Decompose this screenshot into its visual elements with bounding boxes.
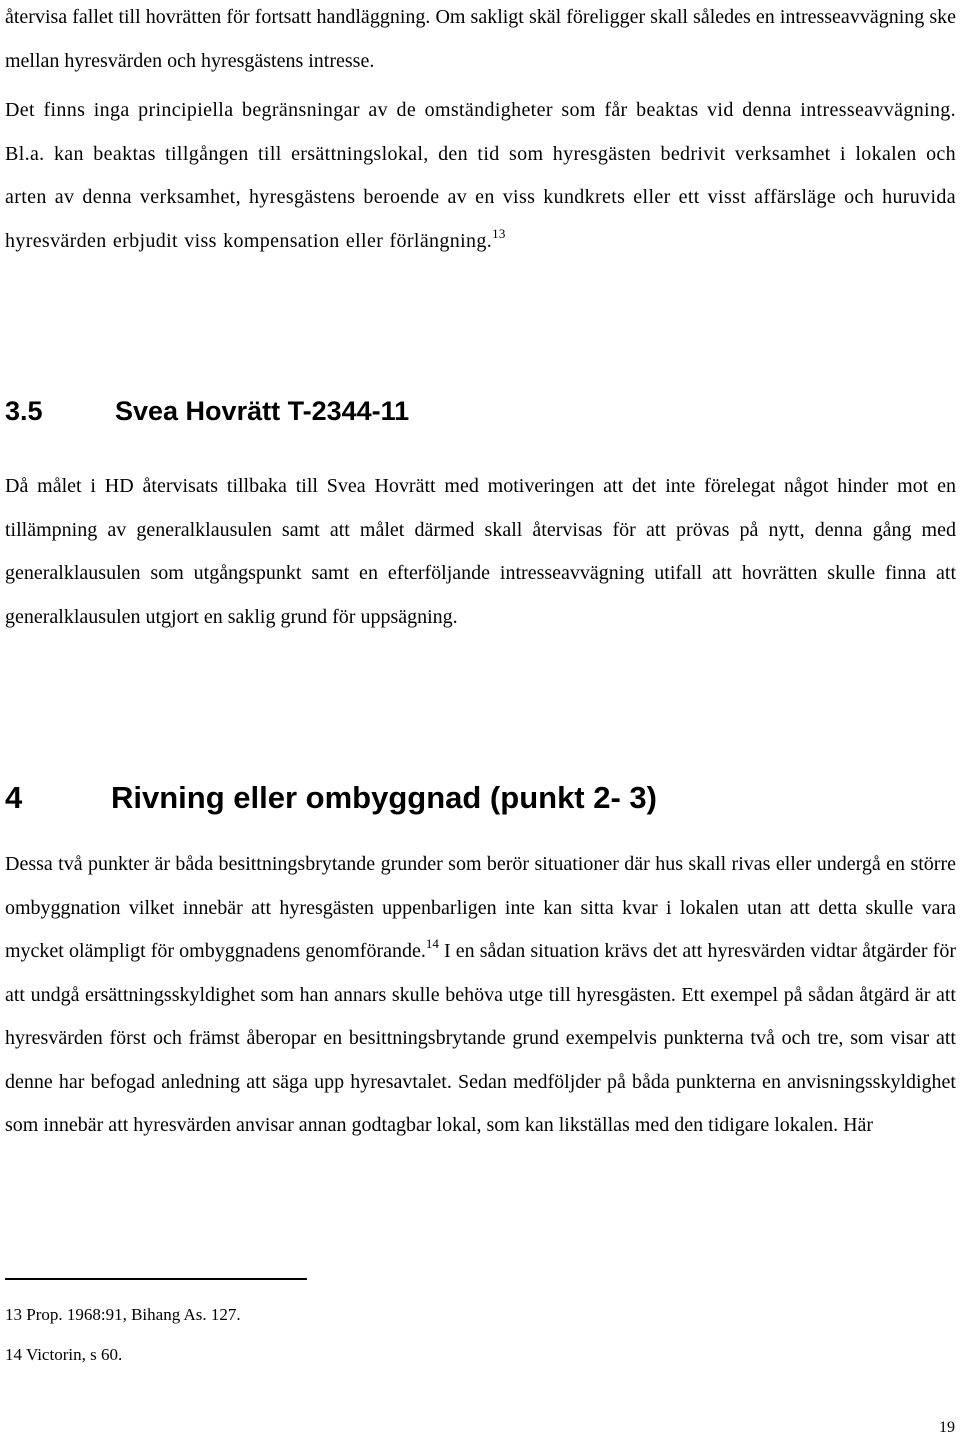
paragraph-intro [5, 0, 956, 83]
section-heading-4 [5, 775, 657, 821]
paragraph-rivning [5, 843, 956, 1148]
paragraph-intro-text: återvisa fallet till hovrätten för fortsatt handläggning. Om sakligt skäl föreligger skall således en intresseavvägning ske mellan hyresvärden och hyresgästens intresse. [5, 6, 956, 72]
footnote-ref-13: 13 [492, 225, 506, 241]
page-number: 19 [939, 1419, 955, 1436]
paragraph-intresseavvagning-text: Det finns inga principiella begränsningar av de omständigheter som får beaktas vid denna intresseavvägning. Bl.a. kan beaktas tillgången till ersättningslokal, den tid som hyresgästen bedrivit verksamhet i lokalen och arten av denna verksamhet, hyresgästens beroende av en viss kundkrets eller ett visst affärsläge och huruvida hyresvärden erbjudit viss kompensation eller förlängning. [5, 99, 956, 252]
paragraph-rivning-text-a: Dessa två punkter är båda besittningsbrytande grunder som berör situationer där hus skall rivas eller undergå en större ombyggnation vilket innebär att hyresgästen uppenbarligen inte kan sitta kvar i lokalen utan att detta skulle vara mycket olämpligt för ombyggnadens genomförande. [5, 853, 956, 962]
paragraph-svea-hovratt-text: Då målet i HD återvisats tillbaka till Svea Hovrätt med motiveringen att det inte förelegat något hinder mot en tillämpning av generalklausulen samt att målet därmed skall återvisas för att prövas på nytt, denna gång med generalklausulen som utgångspunkt samt en efterföljande intresseavvägning utifall att hovrätten skulle finna att generalklausulen utgjort en saklig grund för uppsägning. [5, 475, 956, 628]
section-number: 3.5 [5, 396, 43, 426]
footnote-divider [5, 1278, 307, 1280]
footnote-13: 13 Prop. 1968:91, Bihang As. 127. [5, 1305, 241, 1324]
section-title: Rivning eller ombyggnad (punkt 2- 3) [111, 780, 657, 815]
paragraph-intresseavvagning [5, 89, 956, 263]
section-number: 4 [5, 780, 23, 815]
footnote-ref-14: 14 [425, 936, 439, 951]
footnote-14: 14 Victorin, s 60. [5, 1345, 123, 1364]
section-title: Svea Hovrätt T-2344-11 [115, 396, 410, 426]
paragraph-svea-hovratt [5, 465, 956, 639]
section-heading-3-5 [5, 391, 409, 431]
paragraph-rivning-text-b: I en sådan situation krävs det att hyresvärden vidtar åtgärder för att undgå ersättningsskyldighet som han annars skulle behöva utge till hyresgästen. Ett exempel på sådan åtgärd är att hyresvärden först och främst åberopar en besittningsbrytande grund exempelvis punkterna två och tre, som visar att denne har befogad anledning att säga upp hyresavtalet. Sedan medföljder på båda punkterna en anvisningsskyldighet som innebär att hyresvärden anvisar annan godtagbar lokal, som kan likställas med den tidigare lokalen. Här [5, 940, 957, 1136]
